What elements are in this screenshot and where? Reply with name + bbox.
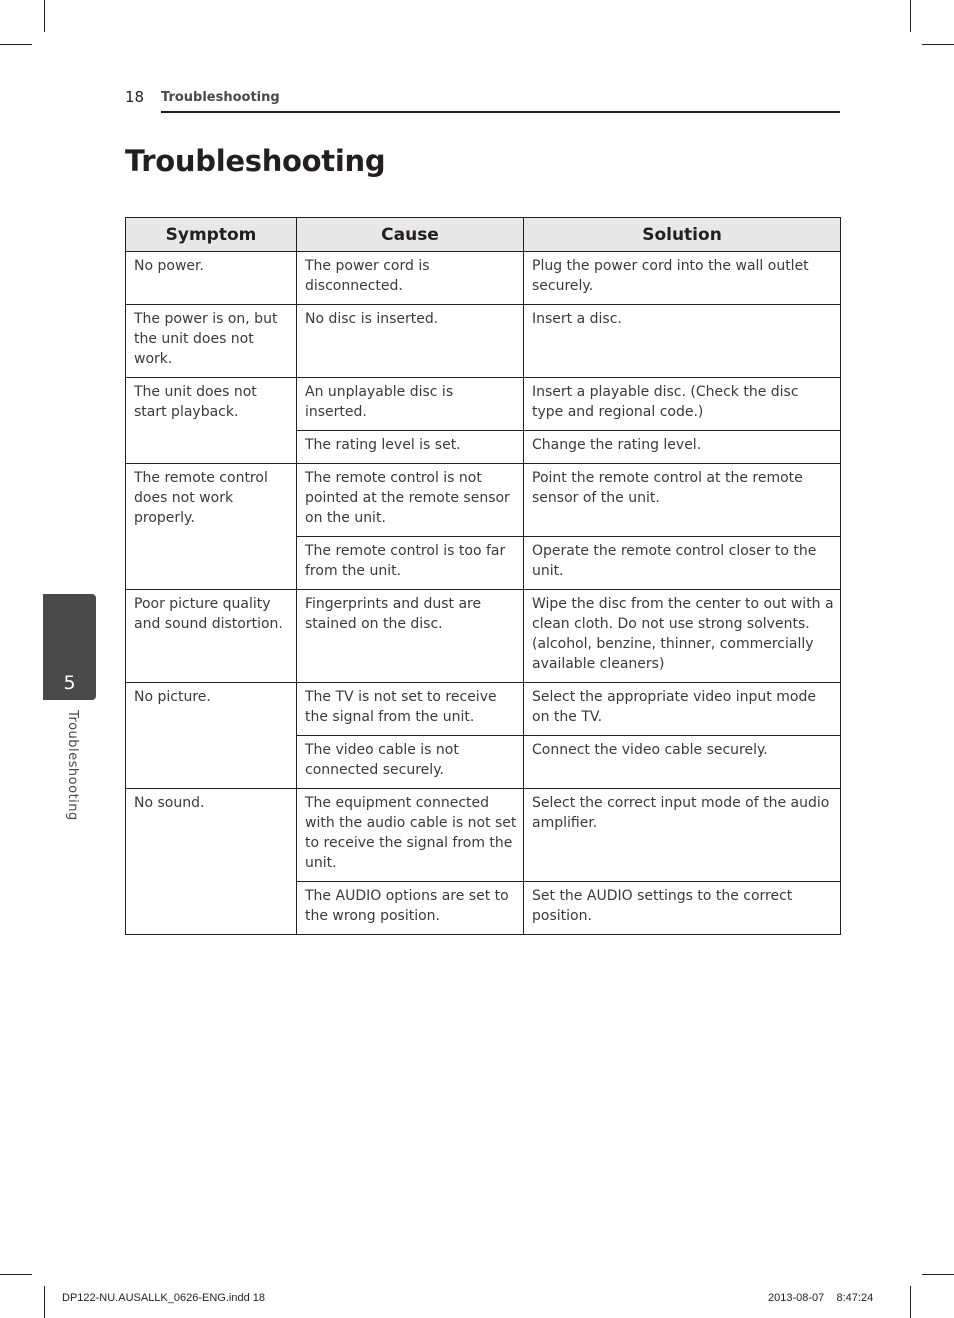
- column-header-symptom: Symptom: [126, 218, 297, 252]
- column-header-cause: Cause: [297, 218, 524, 252]
- page-number: 18: [125, 88, 145, 106]
- table-row: [126, 789, 841, 882]
- solution-cell: Insert a playable disc. (Check the disc type and regional code.): [524, 378, 841, 431]
- cause-cell: The power cord is disconnected.: [297, 252, 524, 305]
- cause-cell: The remote control is not pointed at the remote sensor on the unit.: [297, 464, 524, 537]
- table-row: [126, 683, 841, 736]
- solution-cell: Connect the video cable securely.: [524, 736, 841, 789]
- crop-mark: [0, 1274, 32, 1275]
- running-title: Troubleshooting: [161, 90, 280, 105]
- crop-mark: [44, 1286, 45, 1318]
- troubleshooting-table: [125, 217, 841, 935]
- cause-cell: The video cable is not connected securely.: [297, 736, 524, 789]
- date-slug: 2013-08-07 8:47:24: [768, 1292, 874, 1304]
- column-header-solution: Solution: [524, 218, 841, 252]
- cause-cell: The equipment connected with the audio cable is not set to receive the signal from the unit.: [297, 789, 524, 882]
- table-row: [126, 252, 841, 305]
- cause-cell: No disc is inserted.: [297, 305, 524, 378]
- crop-mark: [910, 0, 911, 32]
- solution-cell: Point the remote control at the remote sensor of the unit.: [524, 464, 841, 537]
- cause-cell: An unplayable disc is inserted.: [297, 378, 524, 431]
- page-title: Troubleshooting: [125, 144, 386, 178]
- cause-cell: The rating level is set.: [297, 431, 524, 464]
- table-header-row: [126, 218, 841, 252]
- crop-mark: [922, 1274, 954, 1275]
- solution-cell: Wipe the disc from the center to out with a clean cloth. Do not use strong solvents. (alcohol, benzine, thinner, commercially available cleaners): [524, 590, 841, 683]
- symptom-cell: No power.: [126, 252, 297, 305]
- symptom-cell: The unit does not start playback.: [126, 378, 297, 464]
- solution-cell: Set the AUDIO settings to the correct position.: [524, 882, 841, 935]
- chapter-label: Troubleshooting: [65, 710, 80, 821]
- solution-cell: Select the correct input mode of the audio amplifier.: [524, 789, 841, 882]
- table-row: [126, 464, 841, 537]
- solution-cell: Insert a disc.: [524, 305, 841, 378]
- cause-cell: The AUDIO options are set to the wrong position.: [297, 882, 524, 935]
- solution-cell: Operate the remote control closer to the unit.: [524, 537, 841, 590]
- solution-cell: Plug the power cord into the wall outlet securely.: [524, 252, 841, 305]
- chapter-number: 5: [63, 672, 76, 694]
- symptom-cell: Poor picture quality and sound distortion.: [126, 590, 297, 683]
- file-slug: DP122-NU.AUSALLK_0626-ENG.indd 18: [62, 1292, 266, 1304]
- table-row: [126, 305, 841, 378]
- table-row: [126, 590, 841, 683]
- solution-cell: Change the rating level.: [524, 431, 841, 464]
- table-row: [126, 378, 841, 431]
- symptom-cell: The power is on, but the unit does not work.: [126, 305, 297, 378]
- chapter-tab: [43, 594, 96, 700]
- header-rule: [161, 111, 840, 113]
- solution-cell: Select the appropriate video input mode on the TV.: [524, 683, 841, 736]
- symptom-cell: No sound.: [126, 789, 297, 935]
- cause-cell: Fingerprints and dust are stained on the disc.: [297, 590, 524, 683]
- symptom-cell: The remote control does not work properly.: [126, 464, 297, 590]
- symptom-cell: No picture.: [126, 683, 297, 789]
- crop-mark: [922, 44, 954, 45]
- crop-mark: [44, 0, 45, 32]
- crop-mark: [910, 1286, 911, 1318]
- crop-mark: [0, 44, 32, 45]
- cause-cell: The TV is not set to receive the signal from the unit.: [297, 683, 524, 736]
- cause-cell: The remote control is too far from the unit.: [297, 537, 524, 590]
- page-header: [125, 86, 840, 113]
